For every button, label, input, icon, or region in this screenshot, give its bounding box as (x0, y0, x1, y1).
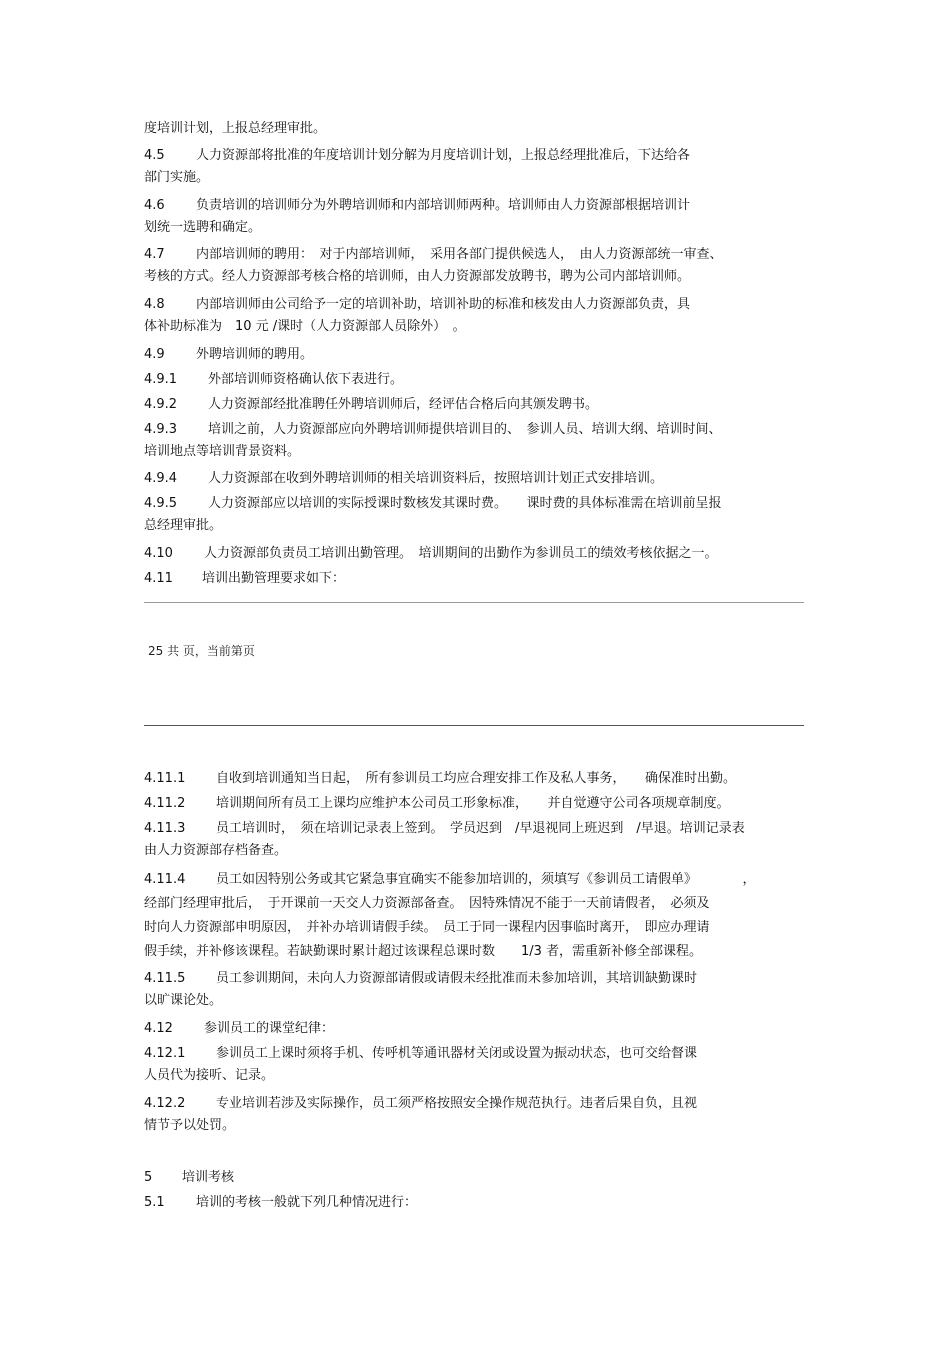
clause-number: 4.6 (144, 198, 165, 213)
clause-text: 外部培训师资格确认依下表进行。 (208, 372, 404, 387)
clause-text: 员工参训期间，未向人力资源部请假或请假未经批准而未参加培训，其培训缺勤课时 (216, 971, 698, 986)
clause-number: 4.12 (144, 1021, 173, 1036)
clause-number: 4.9.1 (144, 372, 178, 387)
clause-4-9-5 (144, 493, 804, 537)
clause-4-9-2 (144, 394, 804, 416)
clause-text: 内部培训师由公司给予一定的培训补助，培训补助的标准和核发由人力资源部负责，具 (196, 297, 691, 312)
clause-number: 4.10 (144, 546, 173, 561)
clause-number: 4.11.5 (144, 971, 186, 986)
clause-text: 人力资源部经批准聘任外聘培训师后，经评估合格后向其颁发聘书。 (208, 397, 599, 412)
clause-text-continued (144, 892, 804, 964)
clause-text: 人力资源部负责员工培训出勤管理。 培训期间的出勤作为参训员工的绩效考核依据之一。 (204, 546, 718, 561)
clause-text: 培训之前，人力资源部应向外聘培训师提供培训目的、 参训人员、培训大纲、培训时间、 (208, 422, 722, 437)
clause-4-11-3 (144, 818, 804, 862)
clause-4-11-5 (144, 968, 804, 1012)
clause-text-continued: 考核的方式。经人力资源部考核合格的培训师，由人力资源部发放聘书，聘为公司内部培训师。 (144, 269, 691, 284)
clause-number: 4.9.5 (144, 496, 178, 511)
clause-text: 负责培训的培训师分为外聘培训师和内部培训师两种。培训师由人力资源部根据培训计 (196, 198, 691, 213)
clause-text: 自收到培训通知当日起， 所有参训员工均应合理安排工作及私人事务， 确保准时出勤。 (216, 771, 737, 786)
clause-text: 员工培训时， 须在培训记录表上签到。 学员迟到 /早退视同上班迟到 /早退。培训记录表 (216, 821, 745, 836)
clause-number: 4.12.2 (144, 1096, 186, 1111)
clause-4-7 (144, 244, 804, 288)
clause-number: 4.9.4 (144, 471, 178, 486)
clause-text-continued: 以旷课论处。 (144, 993, 223, 1008)
clause-text-continued: 体补助标准为 10 元 /课时（人力资源部人员除外） 。 (144, 319, 466, 334)
clause-text: 培训出勤管理要求如下： (202, 571, 346, 586)
clause-4-6 (144, 195, 804, 239)
clause-text-continued: 由人力资源部存档备查。 (144, 843, 288, 858)
page-footer: 25 共 页，当前第页 (148, 644, 255, 658)
clause-4-12-2 (144, 1093, 804, 1137)
clause-4-5 (144, 145, 804, 189)
clause-4-12 (144, 1018, 804, 1040)
page-top-rule (144, 725, 804, 726)
clause-text: 培训期间所有员工上课均应维护本公司员工形象标准， 并自觉遵守公司各项规章制度。 (216, 796, 730, 811)
clause-number: 4.5 (144, 148, 165, 163)
clause-text: 专业培训若涉及实际操作，员工须严格按照安全操作规范执行。违者后果自负，且视 (216, 1096, 698, 1111)
clause-4-9-3 (144, 419, 804, 463)
clause-4-11-2 (144, 793, 804, 815)
clause-number: 4.12.1 (144, 1046, 186, 1061)
clause-number: 5.1 (144, 1195, 165, 1210)
clause-text: 参训员工上课时须将手机、传呼机等通讯器材关闭或设置为振动状态，也可交给督课 (216, 1046, 698, 1061)
clause-4-11-1 (144, 768, 804, 790)
clause-number: 4.11.3 (144, 821, 186, 836)
clause-text: 参训员工的课堂纪律： (204, 1021, 335, 1036)
clause-text: 人力资源部应以培训的实际授课时数核发其课时费。 课时费的具体标准需在培训前呈报 (208, 496, 722, 511)
clause-4-11 (144, 568, 804, 590)
clause-number: 4.11.4 (144, 872, 186, 887)
clause-4-8 (144, 294, 804, 338)
clause-number: 4.11.1 (144, 771, 186, 786)
clause-text-line: 假手续，并补修该课程。若缺勤课时累计超过该课程总课时数 1/3 者，需重新补修全部课程。 (144, 944, 703, 959)
clause-text: 人力资源部将批准的年度培训计划分解为月度培训计划，上报总经理批准后，下达给各 (196, 148, 691, 163)
clause-4-9-1 (144, 369, 804, 391)
clause-text: 培训的考核一般就下列几种情况进行： (196, 1195, 418, 1210)
clause-5-1 (144, 1192, 804, 1214)
paragraph-text: 度培训计划，上报总经理审批。 (144, 121, 327, 136)
clause-number: 4.8 (144, 297, 165, 312)
section-title: 培训考核 (182, 1170, 235, 1185)
clause-text-line: 时向人力资源部申明原因， 并补办培训请假手续。 员工于同一课程内因事临时离开， 即应办理请 (144, 920, 710, 935)
clause-number: 4.9 (144, 347, 165, 362)
clause-number: 4.11 (144, 571, 173, 586)
clause-text-continued: 培训地点等培训背景资料。 (144, 444, 301, 459)
clause-number: 4.9.2 (144, 397, 178, 412)
clause-4-10 (144, 543, 804, 565)
clause-number: 4.9.3 (144, 422, 178, 437)
clause-text-continued: 情节予以处罚。 (144, 1118, 236, 1133)
clause-4-9-4 (144, 468, 804, 490)
clause-text-continued: 划统一选聘和确定。 (144, 220, 262, 235)
page-bottom-rule (144, 602, 804, 603)
clause-4-11-4 (144, 868, 804, 964)
clause-number: 4.7 (144, 247, 165, 262)
clause-text-continued: 人员代为接听、记录。 (144, 1068, 275, 1083)
clause-text: 外聘培训师的聘用。 (196, 347, 314, 362)
clause-4-12-1 (144, 1043, 804, 1087)
clause-text-continued: 总经理审批。 (144, 518, 223, 533)
clause-text-line: 经部门经理审批后， 于开课前一天交人力资源部备查。 因特殊情况不能于一天前请假者， 必须及 (144, 896, 710, 911)
clause-text: 人力资源部在收到外聘培训师的相关培训资料后，按照培训计划正式安排培训。 (208, 471, 664, 486)
paragraph-continuation (144, 118, 804, 140)
clause-text: 内部培训师的聘用： 对于内部培训师， 采用各部门提供候选人， 由人力资源部统一审查、 (196, 247, 723, 262)
clause-text-continued: 部门实施。 (144, 170, 210, 185)
clause-4-9 (144, 344, 804, 366)
clause-number: 4.11.2 (144, 796, 186, 811)
section-number: 5 (144, 1170, 153, 1185)
clause-text: 员工如因特别公务或其它紧急事宜确实不能参加培训的，须填写《参训员工请假单》 ， (216, 872, 756, 887)
section-5-heading (144, 1167, 804, 1189)
